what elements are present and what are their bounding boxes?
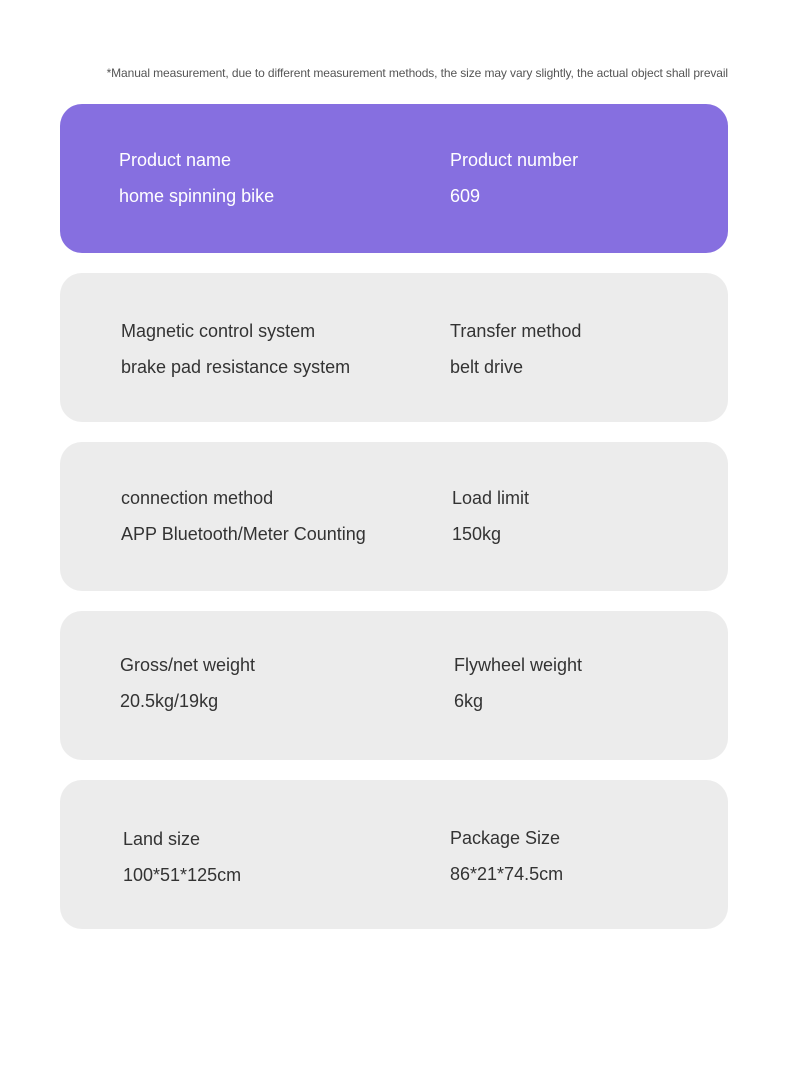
spec-value: 100*51*125cm <box>123 865 242 885</box>
spec-card-drive <box>60 273 728 422</box>
spec-load-limit <box>452 487 529 545</box>
spec-value: 86*21*74.5cm <box>450 864 564 884</box>
spec-label: Product number <box>450 150 579 170</box>
spec-label: Land size <box>123 829 201 849</box>
spec-label: Flywheel weight <box>454 655 583 675</box>
spec-product-name <box>119 149 274 207</box>
spec-card-product <box>60 104 728 253</box>
spec-magnetic-control-system <box>121 320 350 378</box>
spec-transfer-method <box>450 320 581 378</box>
spec-value: home spinning bike <box>119 186 275 206</box>
spec-value: 150kg <box>452 524 502 544</box>
spec-label: Magnetic control system <box>121 321 316 341</box>
spec-label: connection method <box>121 488 274 508</box>
spec-package-size <box>450 827 563 885</box>
spec-label: Load limit <box>452 488 530 508</box>
spec-land-size <box>123 828 241 886</box>
spec-label: Gross/net weight <box>120 655 256 675</box>
spec-label: Transfer method <box>450 321 582 341</box>
spec-card-connection <box>60 442 728 591</box>
spec-label: Package Size <box>450 828 561 848</box>
measurement-disclaimer: *Manual measurement, due to different measurement methods, the size may vary slightly, the actual object shall prevail <box>106 66 728 80</box>
spec-card-size <box>60 780 728 929</box>
spec-value: brake pad resistance system <box>121 357 351 377</box>
spec-value: APP Bluetooth/Meter Counting <box>121 524 366 544</box>
spec-product-number <box>450 149 578 207</box>
spec-connection-method <box>121 487 366 545</box>
spec-value: 6kg <box>454 691 484 711</box>
spec-label: Product name <box>119 150 232 170</box>
spec-value: 20.5kg/19kg <box>120 691 219 711</box>
spec-flywheel-weight <box>454 654 582 712</box>
spec-value: 609 <box>450 186 481 206</box>
spec-value: belt drive <box>450 357 524 377</box>
spec-card-weight <box>60 611 728 760</box>
spec-gross-net-weight <box>120 654 255 712</box>
